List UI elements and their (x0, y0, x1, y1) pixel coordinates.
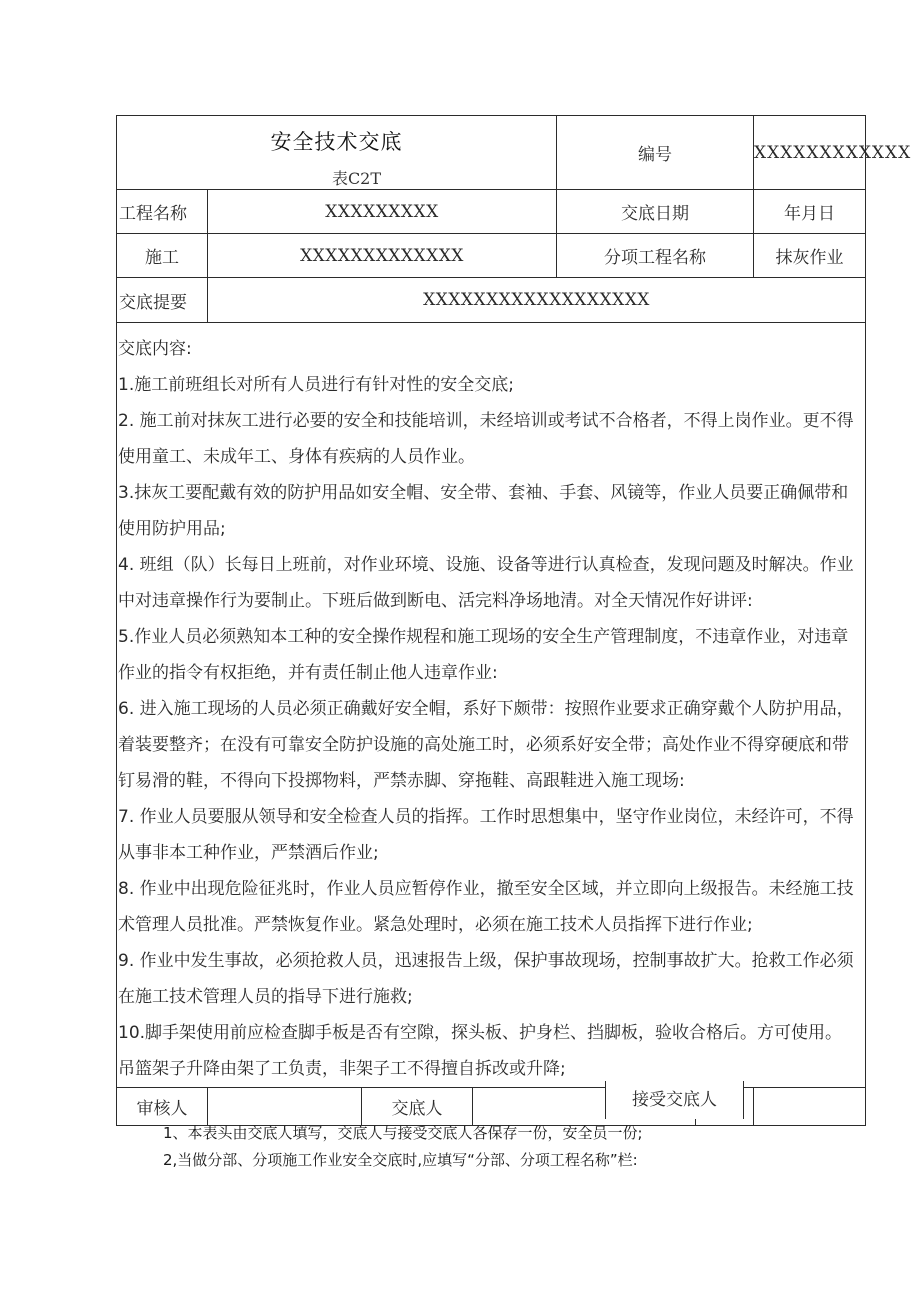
content-item: 6. 进入施工现场的人员必须正确戴好安全帽，系好下颇带：按照作业要求正确穿戴个人防护用品，着装要整齐；在没有可靠安全防护设施的高处施工时，必须系好安全带；高处作业不得穿硬底和带钉易滑的鞋，不得向下投掷物料，严禁赤脚、穿拖鞋、高跟鞋进入施工现场: (118, 699, 854, 791)
header-row (117, 116, 866, 190)
number-label: 编号 (557, 116, 754, 190)
title-cell (117, 116, 557, 190)
reviewer-label: 审核人 (117, 1088, 208, 1126)
subitem-value: 抹灰作业 (754, 234, 866, 278)
content-item: 吊篮架子升降由架了工负责，非架子工不得擅自拆改或升降; (118, 1059, 566, 1079)
project-row (117, 190, 866, 234)
form-title: 安全技术交底 (270, 130, 403, 154)
content-heading: 交底内容: (118, 339, 192, 359)
date-label: 交底日期 (557, 190, 754, 234)
summary-row (117, 278, 866, 323)
content-item: 3.抹灰工要配戴有效的防护用品如安全帽、安全带、套袖、手套、风镜等，作业人员要正确佩带和使用防护用品; (118, 483, 849, 539)
form-code: 表C2T (331, 169, 382, 188)
construction-row (117, 234, 866, 278)
content-item: 2. 施工前对抹灰工进行必要的安全和技能培训，未经培训或考试不合格者，不得上岗作业。更不得使用童工、未成年工、身体有疾病的人员作业。 (118, 411, 854, 467)
safety-disclosure-form (116, 115, 912, 1126)
footnote-item: 2,当做分部、分项施工作业安全交底时,应填写“分部、分项工程名称”栏: (163, 1151, 638, 1169)
content-item: 7. 作业人员要服从领导和安全检查人员的指挥。工作时思想集中，坚守作业岗位，未经许可，不得从事非本工种作业，严禁酒后作业; (118, 807, 854, 863)
date-value: 年月日 (754, 190, 866, 234)
receiver-label: 接受交底人 (605, 1081, 744, 1119)
project-label: 工程名称 (117, 190, 208, 234)
content-item: 9. 作业中发生事故，必须抢救人员，迅速报告上级，保护事故现场，控制事故扩大。抢救工作必须在施工技术管理人员的指导下进行施救; (118, 951, 854, 1007)
summary-value: XXXXXXXXXXXXXXXXXX (208, 278, 866, 323)
content-item: 4. 班组（队）长每日上班前，对作业环境、设施、设备等进行认真检查，发现问题及时解决。作业中对违章操作行为要制止。下班后做到断电、活完料净场地清。对全天情况作好讲评: (118, 555, 854, 611)
content-item: 5.作业人员必须熟知本工种的安全操作规程和施工现场的安全生产管理制度，不违章作业，对违章作业的指令有权拒绝，并有责任制止他人违章作业: (118, 627, 849, 683)
content-item: 8. 作业中出现危险征兆时，作业人员应暂停作业，撤至安全区域，并立即向上级报告。未经施工技术管理人员批准。严禁恢复作业。紧急处理时，必须在施工技术人员指挥下进行作业; (118, 879, 854, 935)
content-item: 1.施工前班组长对所有人员进行有针对性的安全交底; (118, 375, 514, 395)
content-cell (117, 323, 866, 1088)
construction-value: XXXXXXXXXXXXX (208, 234, 557, 278)
summary-label: 交底提要 (117, 278, 208, 323)
project-value: XXXXXXXXX (208, 190, 557, 234)
content-row (117, 323, 866, 1088)
number-value: XXXXXXXXXXXX (754, 116, 866, 190)
subitem-label: 分项工程名称 (557, 234, 754, 278)
content-item: 10.脚手架使用前应检查脚手板是否有空隙，探头板、护身栏、挡脚板，验收合格后。方可使用。 (118, 1023, 843, 1043)
footnotes (163, 1120, 863, 1174)
footnote-item: 1、本表头由交底人填写，交底人与接受交底人各保存一份，安全员一份; (163, 1124, 643, 1142)
construction-label: 施工 (117, 234, 208, 278)
discloser-label: 交底人 (362, 1088, 473, 1126)
